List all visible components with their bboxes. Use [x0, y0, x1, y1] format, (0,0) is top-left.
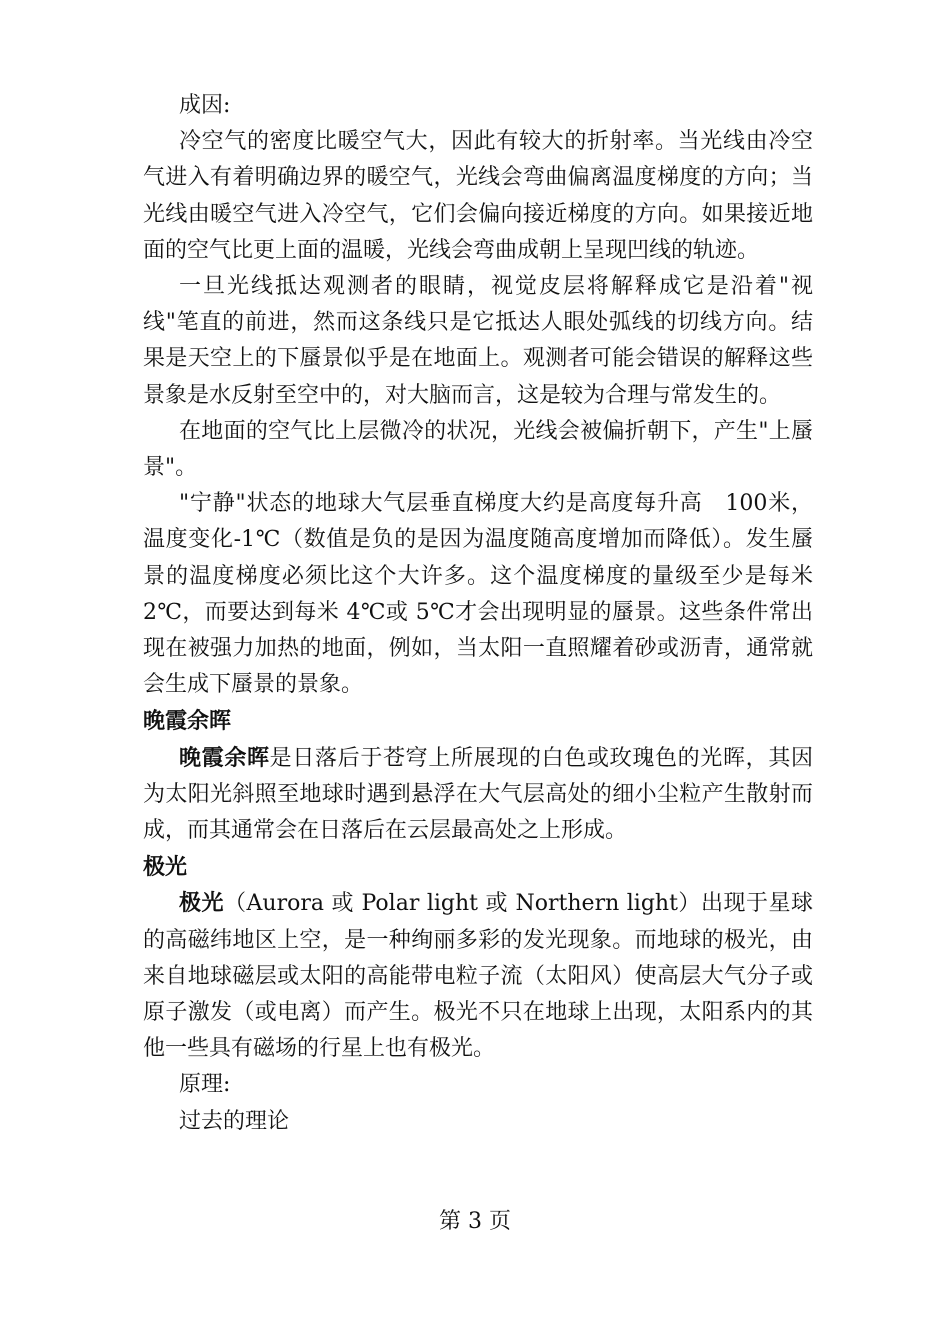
aurora-paragraph	[143, 885, 813, 1067]
cause-label: 成因:	[179, 93, 231, 118]
superior-mirage-paragraph: 在地面的空气比上层微冷的状况，光线会被偏折朝下，产生"上蜃景"。	[143, 418, 813, 481]
aurora-term: 极光	[179, 890, 225, 917]
page-number: 第 3 页	[439, 1209, 511, 1234]
temperature-gradient-paragraph: "宁静"状态的地球大气层垂直梯度大约是高度每升高 100米，温度变化-1℃（数值是负的是因为温度随高度增加而降低）。发生蜃景的温度梯度必须比这个大许多。这个温度梯度的量级至少是每米 2℃，而要达到每米 4℃或 5℃才会出现明显的蜃景。这些条件常出现在被强力加热的地面，例如，当太阳一直照耀着砂或沥青，通常就会生成下蜃景的景象。	[143, 491, 813, 698]
principle-label: 原理:	[179, 1072, 231, 1098]
afterglow-paragraph	[143, 740, 813, 850]
afterglow-text: 是日落后于苍穹上所展现的白色或玫瑰色的光晖，其因为太阳光斜照至地球时遇到悬浮在大气层高处的细小尘粒产生散射而成，而其通常会在日落后在云层最高处之上形成。	[143, 745, 813, 844]
aurora-heading: 极光	[143, 854, 188, 881]
refraction-paragraph: 冷空气的密度比暖空气大，因此有较大的折射率。当光线由冷空气进入有着明确边界的暖空气，光线会弯曲偏离温度梯度的方向；当光线由暖空气进入冷空气，它们会偏向接近梯度的方向。如果接近地面的空气比更上面的温暖，光线会弯曲成朝上呈现凹线的轨迹。	[143, 129, 813, 263]
visual-cortex-paragraph: 一旦光线抵达观测者的眼睛，视觉皮层将解释成它是沿着"视线"笔直的前进，然而这条线只是它抵达人眼处弧线的切线方向。结果是天空上的下蜃景似乎是在地面上。观测者可能会错误的解释这些景象是水反射至空中的，对大脑而言，这是较为合理与常发生的。	[143, 274, 813, 408]
afterglow-heading: 晚霞余晖	[143, 708, 232, 735]
document-body	[143, 88, 813, 1140]
aurora-text: （Aurora 或 Polar light 或 Northern light）出现于星球的高磁纬地区上空，是一种绚丽多彩的发光现象。而地球的极光，由来自地球磁层或太阳的高能带电粒子流（太阳风）使高层大气分子或原子激发（或电离）而产生。极光不只在地球上出现，太阳系内的其他一些具有磁场的行星上也有极光。	[143, 891, 813, 1062]
afterglow-term: 晚霞余晖	[179, 744, 270, 771]
past-theory-label: 过去的理论	[179, 1108, 290, 1134]
